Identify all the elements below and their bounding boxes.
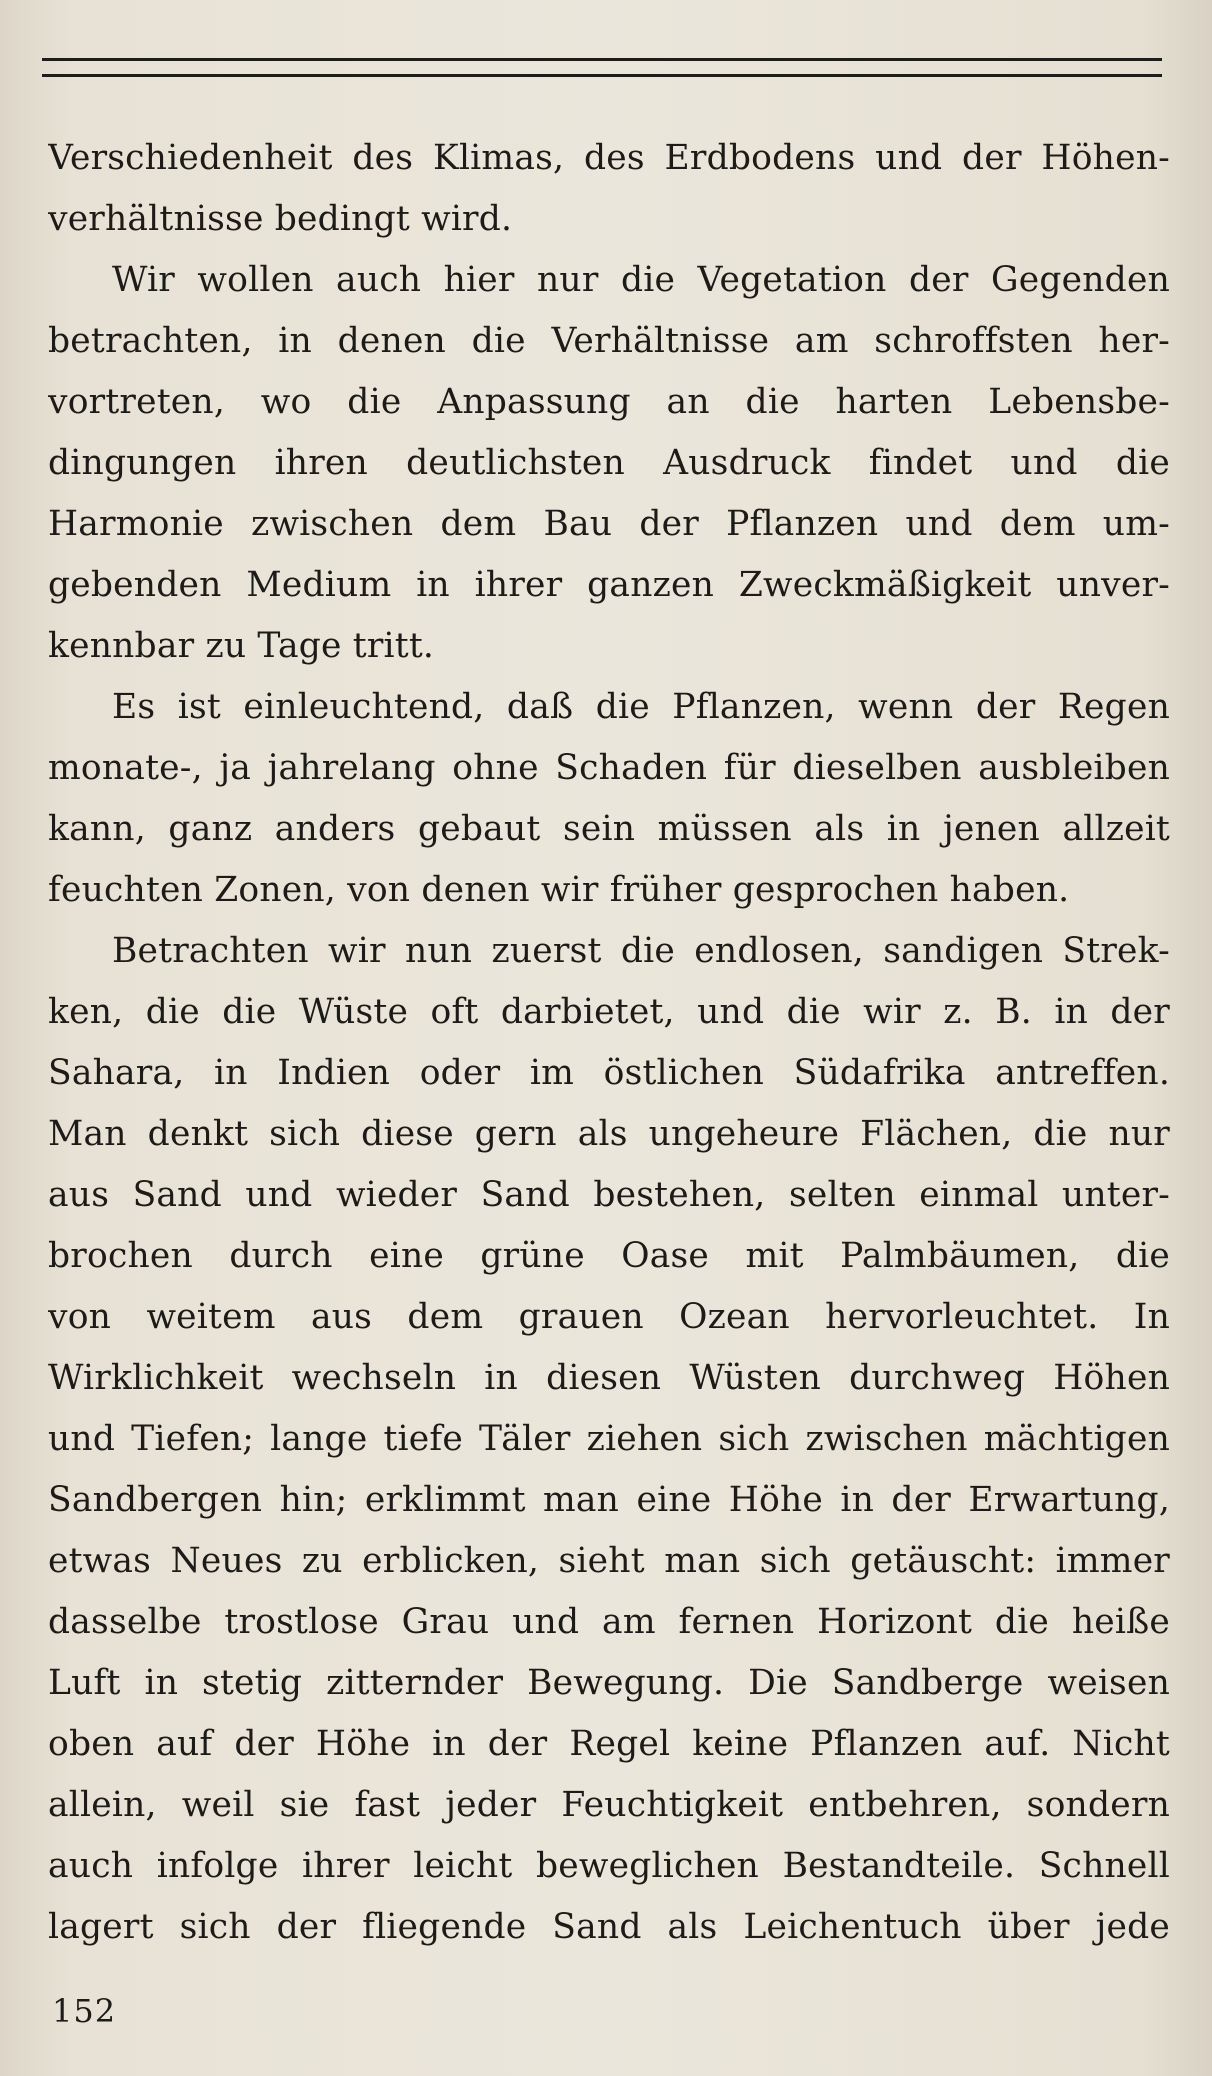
text-line: kennbar zu Tage tritt. <box>48 626 435 666</box>
text-line: Wir wollen auch hier nur die Vegetation der Gegenden <box>112 260 1170 300</box>
text-line: Es ist einleuchtend, daß die Pflanzen, wenn der Regen <box>112 687 1170 727</box>
text-line: brochen durch eine grüne Oase mit Palmbäumen, die <box>48 1236 1170 1276</box>
text-line: Sahara, in Indien oder im östlichen Südafrika antreffen. <box>48 1053 1170 1093</box>
text-line: und Tiefen; lange tiefe Täler ziehen sich zwischen mächtigen <box>48 1419 1170 1459</box>
text-line: dasselbe trostlose Grau und am fernen Horizont die heiße <box>48 1602 1170 1642</box>
page-number: 152 <box>52 1992 117 2030</box>
body-text <box>48 128 1170 1958</box>
text-line: betrachten, in denen die Verhältnisse am schroffsten her- <box>48 321 1170 361</box>
text-line: vortreten, wo die Anpassung an die harten Lebensbe- <box>48 382 1170 422</box>
text-line: lagert sich der fliegende Sand als Leichentuch über jede <box>48 1907 1170 1947</box>
text-line: Verschiedenheit des Klimas, des Erdbodens und der Höhen- <box>48 138 1170 178</box>
text-line: Sandbergen hin; erklimmt man eine Höhe in der Erwartung, <box>48 1480 1170 1520</box>
text-line: verhältnisse bedingt wird. <box>48 199 513 239</box>
text-line: dingungen ihren deutlichsten Ausdruck findet und die <box>48 443 1170 483</box>
text-line: ken, die die Wüste oft darbietet, und die wir z. B. in der <box>48 992 1170 1032</box>
header-rule-bottom <box>42 74 1162 77</box>
header-rule-top <box>42 58 1162 61</box>
text-line: auch infolge ihrer leicht beweglichen Bestandteile. Schnell <box>48 1846 1170 1886</box>
text-line: monate-, ja jahrelang ohne Schaden für dieselben ausbleiben <box>48 748 1170 788</box>
text-line: von weitem aus dem grauen Ozean hervorleuchtet. In <box>48 1297 1170 1337</box>
text-line: Man denkt sich diese gern als ungeheure Flächen, die nur <box>48 1114 1170 1154</box>
text-line: kann, ganz anders gebaut sein müssen als in jenen allzeit <box>48 809 1170 849</box>
text-line: Harmonie zwischen dem Bau der Pflanzen und dem um- <box>48 504 1170 544</box>
text-line: Wirklichkeit wechseln in diesen Wüsten durchweg Höhen <box>48 1358 1170 1398</box>
text-line: feuchten Zonen, von denen wir früher gesprochen haben. <box>48 870 1070 910</box>
text-line: Luft in stetig zitternder Bewegung. Die Sandberge weisen <box>48 1663 1170 1703</box>
text-line: aus Sand und wieder Sand bestehen, selten einmal unter- <box>48 1175 1170 1215</box>
text-line: oben auf der Höhe in der Regel keine Pflanzen auf. Nicht <box>48 1724 1170 1764</box>
text-line: etwas Neues zu erblicken, sieht man sich getäuscht: immer <box>48 1541 1170 1581</box>
text-line: allein, weil sie fast jeder Feuchtigkeit entbehren, sondern <box>48 1785 1170 1825</box>
text-line: gebenden Medium in ihrer ganzen Zweckmäßigkeit unver- <box>48 565 1170 605</box>
text-line: Betrachten wir nun zuerst die endlosen, sandigen Strek- <box>112 931 1170 971</box>
